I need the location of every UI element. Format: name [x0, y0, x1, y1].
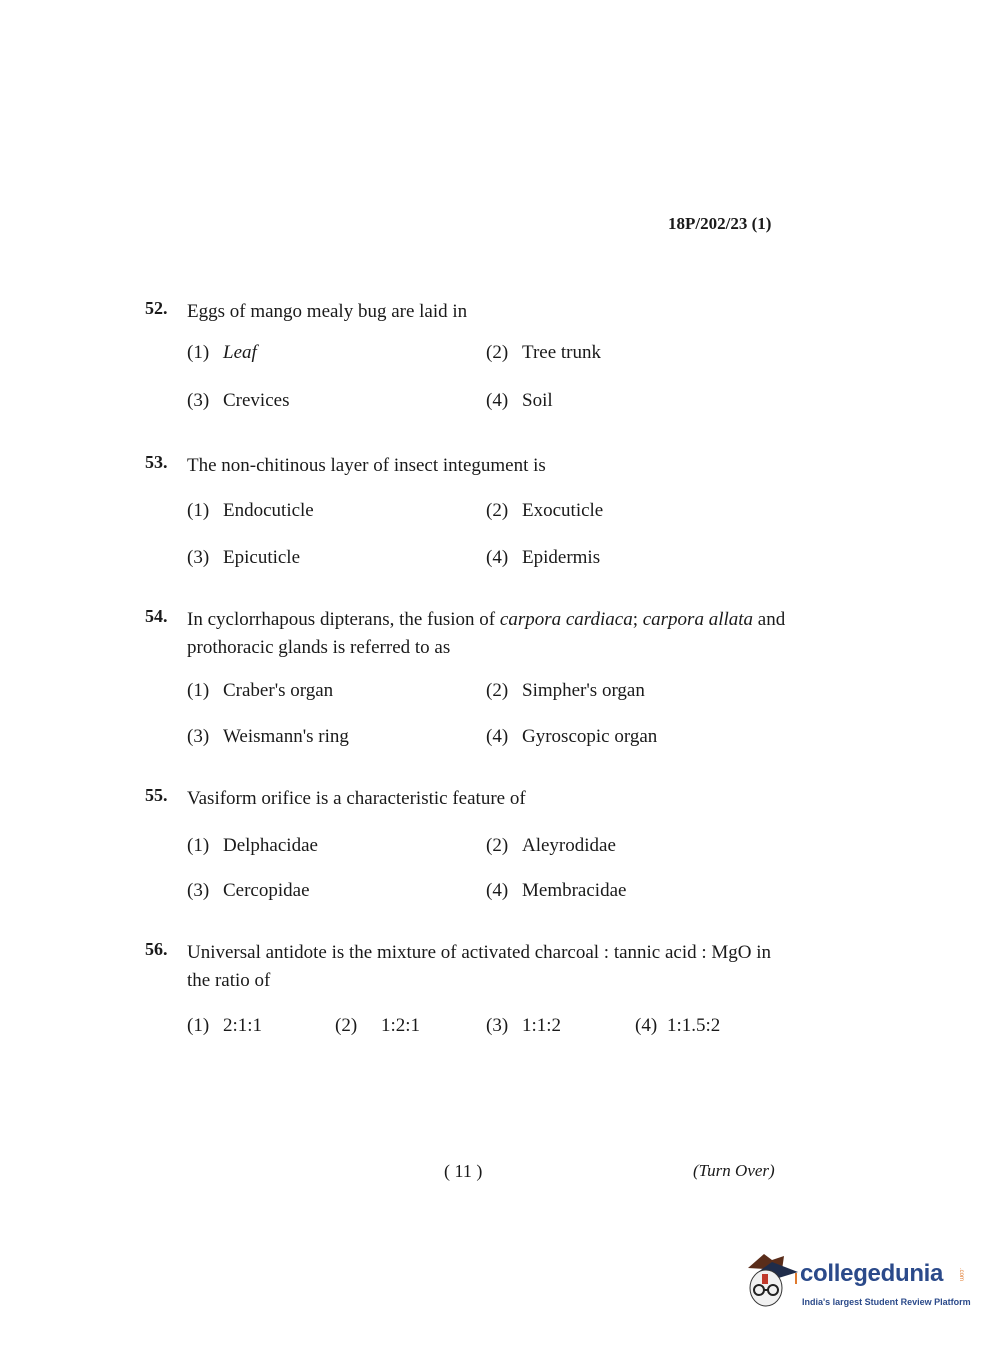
question-55 — [145, 785, 785, 905]
option-number: (3) — [187, 390, 210, 411]
option-number: (3) — [187, 880, 210, 901]
question-number: 55. — [145, 785, 168, 805]
option-text: Simpher's organ — [522, 680, 645, 701]
question-54 — [145, 606, 785, 756]
brand-tagline: India's largest Student Review Platform — [802, 1297, 971, 1307]
option-number: (2) — [486, 680, 509, 701]
option-text: Craber's organ — [223, 680, 334, 701]
option-number: (3) — [187, 547, 210, 568]
option-1 — [187, 835, 318, 857]
option-1 — [187, 342, 257, 364]
option-number: (1) — [187, 680, 210, 701]
option-number: (2) — [486, 342, 509, 363]
option-text: Epidermis — [522, 547, 601, 568]
option-2 — [335, 1015, 420, 1037]
collegedunia-watermark — [742, 1250, 972, 1320]
question-number: 53. — [145, 452, 168, 472]
option-3 — [187, 726, 349, 748]
question-text: Vasiform orifice is a characteristic feature of — [187, 788, 526, 809]
option-2 — [486, 680, 645, 702]
question-text-part: ; — [632, 609, 643, 630]
option-number: (4) — [635, 1015, 658, 1036]
question-number: 56. — [145, 939, 168, 959]
option-text: Epicuticle — [223, 547, 301, 568]
option-number: (1) — [187, 500, 210, 521]
option-number: (1) — [187, 1015, 210, 1036]
question-text: Universal antidote is the mixture of activated charcoal : tannic acid : MgO in the ratio of — [187, 942, 772, 991]
option-4 — [635, 1015, 720, 1037]
option-text: 1:1:2 — [522, 1015, 562, 1036]
option-4 — [486, 880, 626, 902]
option-number: (2) — [486, 500, 509, 521]
option-text: Weismann's ring — [223, 726, 349, 747]
option-text: Leaf — [223, 342, 257, 363]
option-1 — [187, 1015, 262, 1037]
option-text: Endocuticle — [223, 500, 314, 521]
option-number: (3) — [187, 726, 210, 747]
question-text: The non-chitinous layer of insect integument is — [187, 455, 546, 476]
option-number: (1) — [187, 835, 210, 856]
option-text: Delphacidae — [223, 835, 318, 856]
option-2 — [486, 835, 616, 857]
question-text: Eggs of mango mealy bug are laid in — [187, 301, 468, 322]
question-text-part: and prothoracic glands is referred to as — [187, 609, 786, 658]
option-text: Gyroscopic organ — [522, 726, 658, 747]
option-2 — [486, 342, 601, 364]
option-2 — [486, 500, 603, 522]
question-text — [187, 606, 787, 662]
option-3 — [187, 880, 310, 902]
page-number: ( 11 ) — [444, 1161, 483, 1181]
option-4 — [486, 547, 600, 569]
question-text-italic: carpora allata — [642, 609, 754, 630]
option-1 — [187, 500, 314, 522]
option-text: 1:1.5:2 — [667, 1015, 721, 1036]
option-4 — [486, 726, 657, 748]
option-text: 2:1:1 — [223, 1015, 263, 1036]
option-3 — [187, 390, 289, 412]
option-1 — [187, 680, 333, 702]
question-56 — [145, 939, 785, 1049]
option-number: (1) — [187, 342, 210, 363]
question-53 — [145, 452, 785, 572]
option-number: (4) — [486, 726, 509, 747]
question-text-part: In cyclorrhapous dipterans, the fusion of — [187, 609, 500, 630]
question-text-italic: carpora cardiaca — [499, 609, 633, 630]
option-text: Crevices — [223, 390, 290, 411]
option-text: 1:2:1 — [381, 1015, 421, 1036]
mascot-icon — [742, 1250, 800, 1312]
option-text: Soil — [522, 390, 553, 411]
option-number: (4) — [486, 547, 509, 568]
question-52 — [145, 298, 785, 418]
turn-over-note: (Turn Over) — [693, 1161, 775, 1180]
option-number: (2) — [486, 835, 509, 856]
option-text: Aleyrodidae — [522, 835, 616, 856]
option-4 — [486, 390, 553, 412]
option-number: (4) — [486, 880, 509, 901]
option-3 — [187, 547, 300, 569]
paper-code: 18P/202/23 (1) — [668, 214, 772, 233]
option-number: (3) — [486, 1015, 509, 1036]
option-text: Cercopidae — [223, 880, 310, 901]
question-number: 52. — [145, 298, 168, 318]
question-number: 54. — [145, 606, 168, 626]
option-number: (2) — [335, 1015, 358, 1036]
option-text: Membracidae — [522, 880, 627, 901]
option-number: (4) — [486, 390, 509, 411]
option-text: Exocuticle — [522, 500, 604, 521]
option-text: Tree trunk — [522, 342, 601, 363]
brand-name: collegedunia — [800, 1260, 944, 1287]
option-3 — [486, 1015, 561, 1037]
brand-domain: .com — [958, 1268, 964, 1282]
